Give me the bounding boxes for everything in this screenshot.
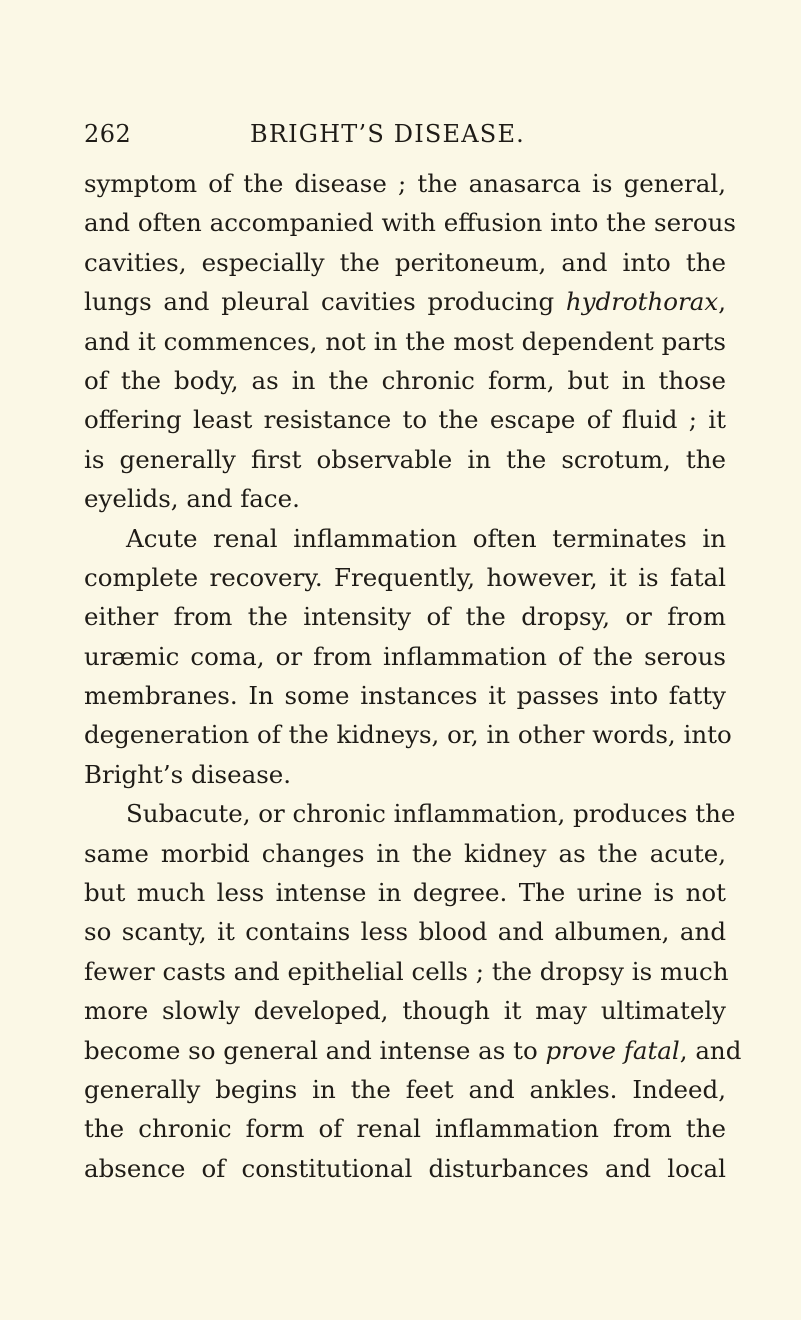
text-segment: lungs and pleural cavities producing bbox=[84, 287, 566, 317]
text-line bbox=[84, 282, 726, 321]
text-line: and it commences, not in the most dependent parts bbox=[84, 326, 726, 356]
body-text bbox=[84, 164, 742, 1188]
text-line: eyelids, and face. bbox=[84, 484, 300, 514]
text-line: of the body, as in the chronic form, but in those bbox=[84, 365, 726, 395]
text-line: Subacute, or chronic inflammation, produces the bbox=[126, 799, 736, 829]
text-segment: , and bbox=[679, 1035, 742, 1065]
text-line bbox=[84, 1031, 742, 1070]
text-line: complete recovery. Frequently, however, it is fatal bbox=[84, 562, 726, 592]
page-number: 262 bbox=[84, 120, 132, 148]
text-line: absence of constitutional disturbances and local bbox=[84, 1153, 726, 1183]
text-line: fewer casts and epithelial cells ; the dropsy is much bbox=[84, 956, 729, 986]
running-title: BRIGHT’S DISEASE. bbox=[250, 120, 526, 148]
text-line: and often accompanied with effusion into the serous bbox=[84, 208, 736, 238]
text-line: offering least resistance to the escape of fluid ; it bbox=[84, 405, 726, 435]
text-line: symptom of the disease ; the anasarca is general, bbox=[84, 169, 726, 198]
text-line: same morbid changes in the kidney as the acute, bbox=[84, 838, 726, 868]
text-line: Bright’s disease. bbox=[84, 759, 292, 789]
text-line: Acute renal inflammation often terminates in bbox=[126, 523, 726, 553]
text-segment: , bbox=[718, 287, 726, 317]
text-line: but much less intense in degree. The urine is not bbox=[84, 878, 726, 908]
text-line: generally begins in the feet and ankles. Indeed, bbox=[84, 1074, 726, 1104]
text-line: so scanty, it contains less blood and albumen, and bbox=[84, 917, 726, 947]
text-line: degeneration of the kidneys, or, in other words, into bbox=[84, 720, 732, 750]
text-line: cavities, especially the peritoneum, and into the bbox=[84, 247, 726, 277]
italic-term: hydrothorax bbox=[565, 287, 719, 317]
text-line: uræmic coma, or from inflammation of the serous bbox=[84, 641, 726, 671]
page-header bbox=[84, 120, 724, 160]
text-segment: become so general and intense as to bbox=[84, 1035, 546, 1065]
text-line: membranes. In some instances it passes into fatty bbox=[84, 681, 726, 711]
text-line: the chronic form of renal inflammation from the bbox=[84, 1114, 726, 1144]
italic-term: prove fatal bbox=[545, 1035, 680, 1065]
text-line: is generally first observable in the scrotum, the bbox=[84, 444, 726, 474]
text-line: either from the intensity of the dropsy, or from bbox=[84, 602, 726, 632]
text-line: more slowly developed, though it may ultimately bbox=[84, 996, 726, 1026]
